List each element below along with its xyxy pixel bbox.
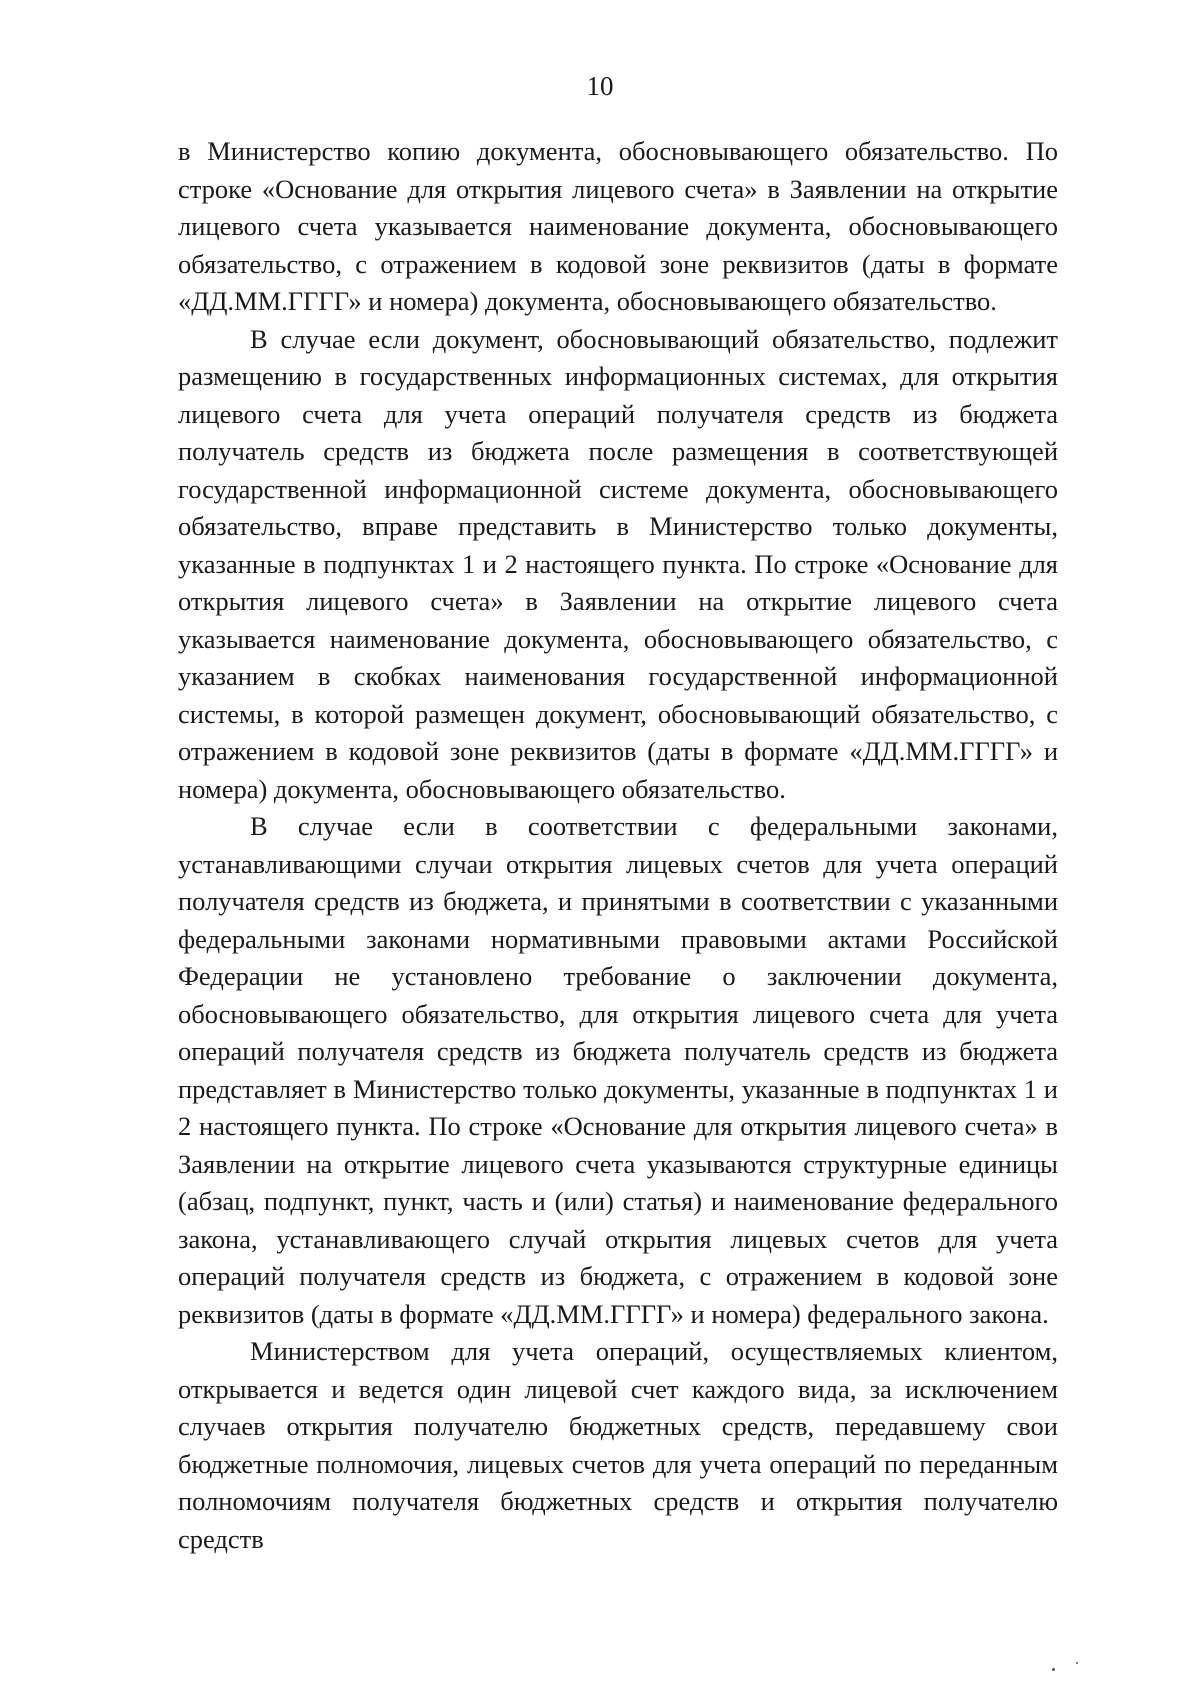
- document-body: [178, 133, 1058, 1558]
- scan-speck: [1052, 1668, 1055, 1671]
- scan-speck: [1076, 1662, 1078, 1664]
- paragraph-gis-placement: В случае если документ, обосновывающий обязательство, подлежит размещению в государственных информационных системах, для открытия лицевого счета для учета операций получателя средств из бюджета получатель средств из бюджета после размещения в соответствующей государственной информационной системе документа, обосновывающего обязательство, вправе представить в Министерство только документы, указанные в подпунктах 1 и 2 настоящего пункта. По строке «Основание для открытия лицевого счета» в Заявлении на открытие лицевого счета указывается наименование документа, обосновывающего обязательство, с указанием в скобках наименования государственной информационной системы, в которой размещен документ, обосновывающий обязательство, с отражением в кодовой зоне реквизитов (даты в формате «ДД.ММ.ГГГГ» и номера) документа, обосновывающего обязательство.: [178, 323, 1058, 804]
- page-number: 10: [586, 71, 614, 101]
- paragraph-federal-laws: В случае если в соответствии с федеральными законами, устанавливающими случаи открытия лицевых счетов для учета операций получателя средств из бюджета, и принятыми в соответствии с указанными федеральными законами нормативными правовыми актами Российской Федерации не установлено требование о заключении документа, обосновывающего обязательство, для открытия лицевого счета для учета операций получателя средств из бюджета получатель средств из бюджета представляет в Министерство только документы, указанные в подпунктах 1 и 2 настоящего пункта. По строке «Основание для открытия лицевого счета» в Заявлении на открытие лицевого счета указываются структурные единицы (абзац, подпункт, пункт, часть и (или) статья) и наименование федерального закона, устанавливающего случай открытия лицевых счетов для учета операций получателя средств из бюджета, с отражением в кодовой зоне реквизитов (даты в формате «ДД.ММ.ГГГГ» и номера) федерального закона.: [178, 811, 1058, 1329]
- paragraph-continuation: в Министерство копию документа, обосновывающего обязательство. По строке «Основание для открытия лицевого счета» в Заявлении на открытие лицевого счета указывается наименование документа, обосновывающего обязательство, с отражением в кодовой зоне реквизитов (даты в формате «ДД.ММ.ГГГГ» и номера) документа, обосновывающего обязательство.: [178, 136, 1058, 316]
- paragraph-ministry-accounts: Министерством для учета операций, осуществляемых клиентом, открывается и ведется один лицевой счет каждого вида, за исключением случаев открытия получателю бюджетных средств, передавшему свои бюджетные полномочия, лицевых счетов для учета операций по переданным полномочиям получателя бюджетных средств и открытия получателю средств: [178, 1336, 1058, 1554]
